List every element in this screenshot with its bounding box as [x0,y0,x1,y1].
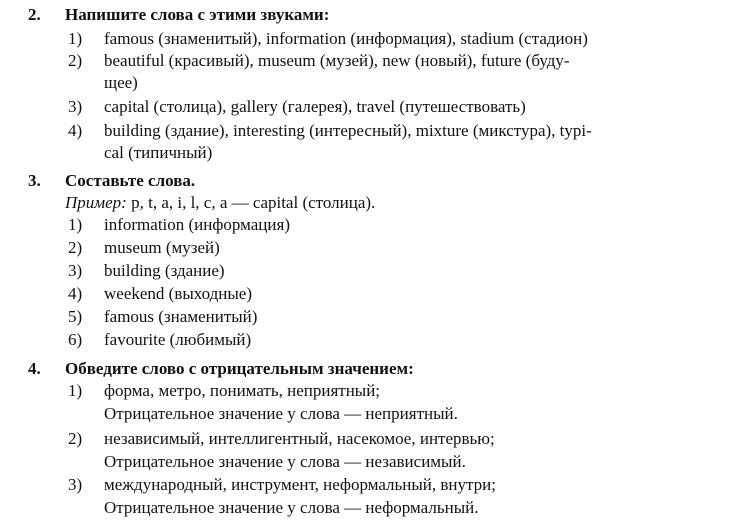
answer-text: Отрицательное значение у слова — независимый. [104,452,466,471]
item-text: famous (знаменитый) [104,307,258,326]
item-number: 2) [68,429,83,448]
item-number: 5) [68,307,83,326]
exercise-title: Напишите слова с этими звуками: [65,5,330,24]
item-number: 3) [68,97,83,116]
answer-text: Отрицательное значение у слова — неприятный. [104,404,458,423]
example-label: Пример: [65,193,127,212]
item-number: 2) [68,51,83,70]
answer-text: Отрицательное значение у слова — неформальный. [104,498,479,517]
item-text: favourite (любимый) [104,330,252,349]
exercise-title: Обведите слово с отрицательным значением: [65,359,414,378]
exercise-4 [0,358,730,517]
item-text: beautiful (красивый), museum (музей), new (новый), future (буду- [104,51,570,70]
item-number: 3) [68,261,83,280]
exercise-2 [0,4,730,162]
item-text: независимый, интеллигентный, насекомое, интервью; [104,429,495,448]
item-text: международный, инструмент, неформальный, внутри; [104,475,496,494]
item-text-continuation: щее) [104,73,138,92]
item-number: 2) [68,238,83,257]
exercise-3 [0,170,730,349]
item-text: famous (знаменитый), information (информация), stadium (стадион) [104,29,588,48]
item-number: 6) [68,330,83,349]
exercise-title: Составьте слова. [65,171,196,190]
item-number: 1) [68,29,83,48]
item-text-continuation: cal (типичный) [104,143,213,162]
item-text: information (информация) [104,215,290,234]
item-number: 3) [68,475,83,494]
item-text: building (здание) [104,261,225,280]
item-number: 4) [68,121,83,140]
exercise-2-header [0,4,730,26]
item-text: форма, метро, понимать, неприятный; [104,381,381,400]
item-text: capital (столица), gallery (галерея), travel (путешествовать) [104,97,526,116]
exercise-number: 3. [28,171,41,190]
example-line [65,192,375,214]
item-number: 1) [68,215,83,234]
exercise-3-header [0,170,730,192]
item-text: museum (музей) [104,238,220,257]
exercise-4-header [0,358,730,380]
item-text: weekend (выходные) [104,284,253,303]
example-text: p, t, a, i, l, c, a — capital (столица). [126,193,376,212]
item-text: building (здание), interesting (интересный), mixture (микстура), typi- [104,121,592,140]
item-number: 4) [68,284,83,303]
item-number: 1) [68,381,83,400]
exercise-number: 2. [28,5,41,24]
exercise-number: 4. [28,359,41,378]
